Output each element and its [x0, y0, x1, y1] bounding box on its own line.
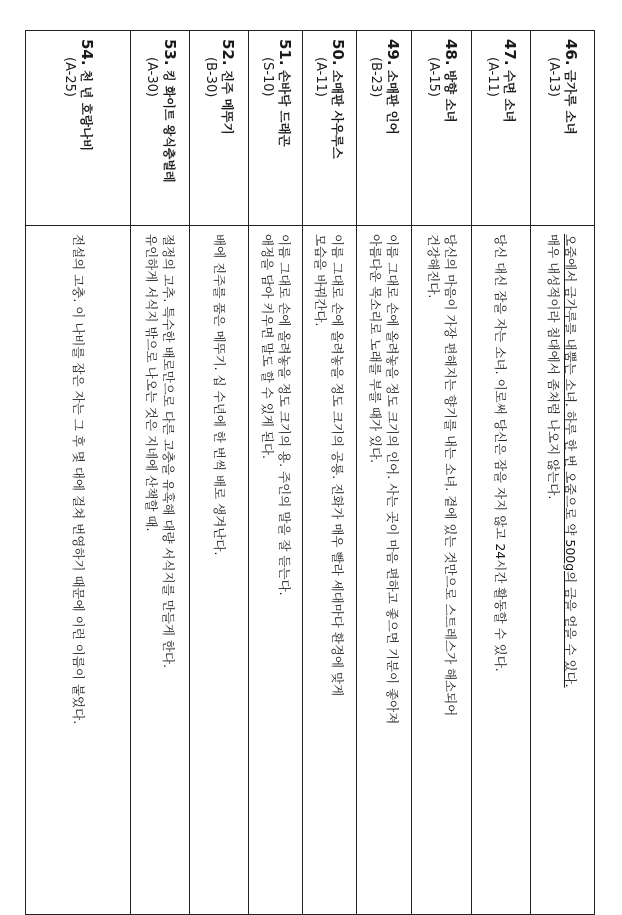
entry-number: 52. — [219, 39, 238, 66]
description-line: 유인하게 서식지 밖으로 나오는 것은 지네에 산책할 때. — [144, 234, 160, 532]
table-row — [26, 31, 131, 915]
entry-description-cell — [26, 226, 131, 915]
description-line: 매우 내성적이라 침대에서 좀처럼 나오지 않는다. — [546, 234, 562, 500]
entry-number: 53. — [160, 39, 179, 66]
table-row — [131, 31, 190, 915]
entry-number: 48. — [441, 39, 460, 66]
entry-number: 47. — [500, 39, 519, 66]
table-row — [190, 31, 249, 915]
entry-number: 49. — [384, 39, 403, 66]
entry-title-cell — [190, 31, 249, 226]
table-row — [412, 31, 471, 915]
description-line: 모습을 바꿔간다. — [313, 234, 329, 327]
entry-description-cell — [131, 226, 190, 915]
entry-code: (A-11) — [313, 57, 329, 97]
entry-title-cell — [303, 31, 357, 226]
entry-number: 50. — [329, 39, 348, 66]
entry-name: 방향 소녀 — [442, 69, 458, 123]
table-body — [26, 31, 595, 915]
entry-name: 수면 소녀 — [501, 69, 517, 123]
description-line: 배에 진주를 품은 메뚜기. 십 수년에 한 번씩 배로 생겨난다. — [211, 234, 227, 556]
entry-code: (B-30) — [203, 57, 219, 98]
entry-code: (A-30) — [143, 57, 159, 97]
table-row — [356, 31, 412, 915]
description-line: 절정의 고추. 특수한 배로만으로 다른 고충을 유혹해 대량 서식지를 만들게 한다. — [161, 234, 177, 669]
entry-title-cell — [530, 31, 594, 226]
entry-title-cell — [26, 31, 131, 226]
entry-description-cell — [412, 226, 471, 915]
entry-title-cell — [412, 31, 471, 226]
entry-name: 소매판 인어 — [385, 69, 401, 135]
entry-name: 킹 화이트 왕식충벌레 — [161, 69, 176, 183]
entry-name: 손바닥 드래곤 — [276, 69, 292, 147]
description-line: 이름 그대로 손에 올려놓을 정도 크기의 용. 주인의 말을 잘 듣는다. — [276, 234, 292, 596]
entry-name: 천 년 호랑나비 — [79, 69, 95, 152]
entry-description-cell — [303, 226, 357, 915]
description-line: 애정을 담아 키우면 말도 할 수 있게 된다. — [259, 234, 275, 459]
description-line: 오줌에서 금가루를 내뿜는 소녀. 하루 한 번 오줌으로 약 500g의 금을 얻을 수 있다. — [563, 234, 579, 688]
entry-number: 54. — [78, 39, 97, 66]
table-row — [471, 31, 530, 915]
entry-name: 진주 메뚜기 — [220, 69, 236, 135]
entry-title-cell — [131, 31, 190, 226]
entry-code: (A-15) — [425, 57, 441, 97]
entry-title-cell — [249, 31, 303, 226]
entry-description-cell — [190, 226, 249, 915]
entry-description-cell — [249, 226, 303, 915]
description-line: 전설의 고충. 이 나비를 잡은 자는 그 후 몇 대에 걸쳐 번영하기 때문에 이런 이름이 붙었다. — [70, 234, 86, 725]
entry-name: 금가루 소녀 — [563, 69, 579, 135]
entry-code: (A-25) — [62, 57, 78, 97]
table-row — [303, 31, 357, 915]
entry-code: (S-10) — [259, 57, 275, 97]
rotated-table-sheet — [25, 30, 595, 880]
creature-table — [25, 30, 595, 915]
entry-description-cell — [356, 226, 412, 915]
entry-code: (A-13) — [546, 57, 562, 97]
entry-title-cell — [471, 31, 530, 226]
entry-name: 소매판 사우루스 — [330, 69, 346, 159]
entry-code: (B-23) — [368, 57, 384, 98]
entry-description-cell — [471, 226, 530, 915]
entry-title-cell — [356, 31, 412, 226]
description-line: 건강해진다. — [425, 234, 441, 299]
description-line: 당신의 마음이 가장 편해지는 향기를 내는 소녀. 곁에 있는 것만으로 스트레스가 해소되어 — [442, 234, 458, 717]
entry-number: 46. — [562, 39, 581, 66]
description-line: 이름 그대로 손에 올려놓을 정도 크기의 인어. 사는 곳이 마음 편하고 좋으면 기분이 좋아져 — [385, 234, 401, 725]
entry-number: 51. — [275, 39, 294, 66]
description-line: 당신 대신 잠을 자는 소녀. 이로써 당신은 잠을 자지 않고 24시간 활동할 수 있다. — [493, 234, 509, 672]
description-line: 이름 그대로 손에 올려놓을 정도 크기의 공룡. 진화가 매우 빨라 세대마다 환경에 맞게 — [330, 234, 346, 697]
description-line: 아름다운 목소리로 노래를 부를 때가 있다. — [368, 234, 384, 464]
table-row — [249, 31, 303, 915]
table-row — [530, 31, 594, 915]
entry-code: (A-11) — [484, 57, 500, 97]
entry-description-cell — [530, 226, 594, 915]
